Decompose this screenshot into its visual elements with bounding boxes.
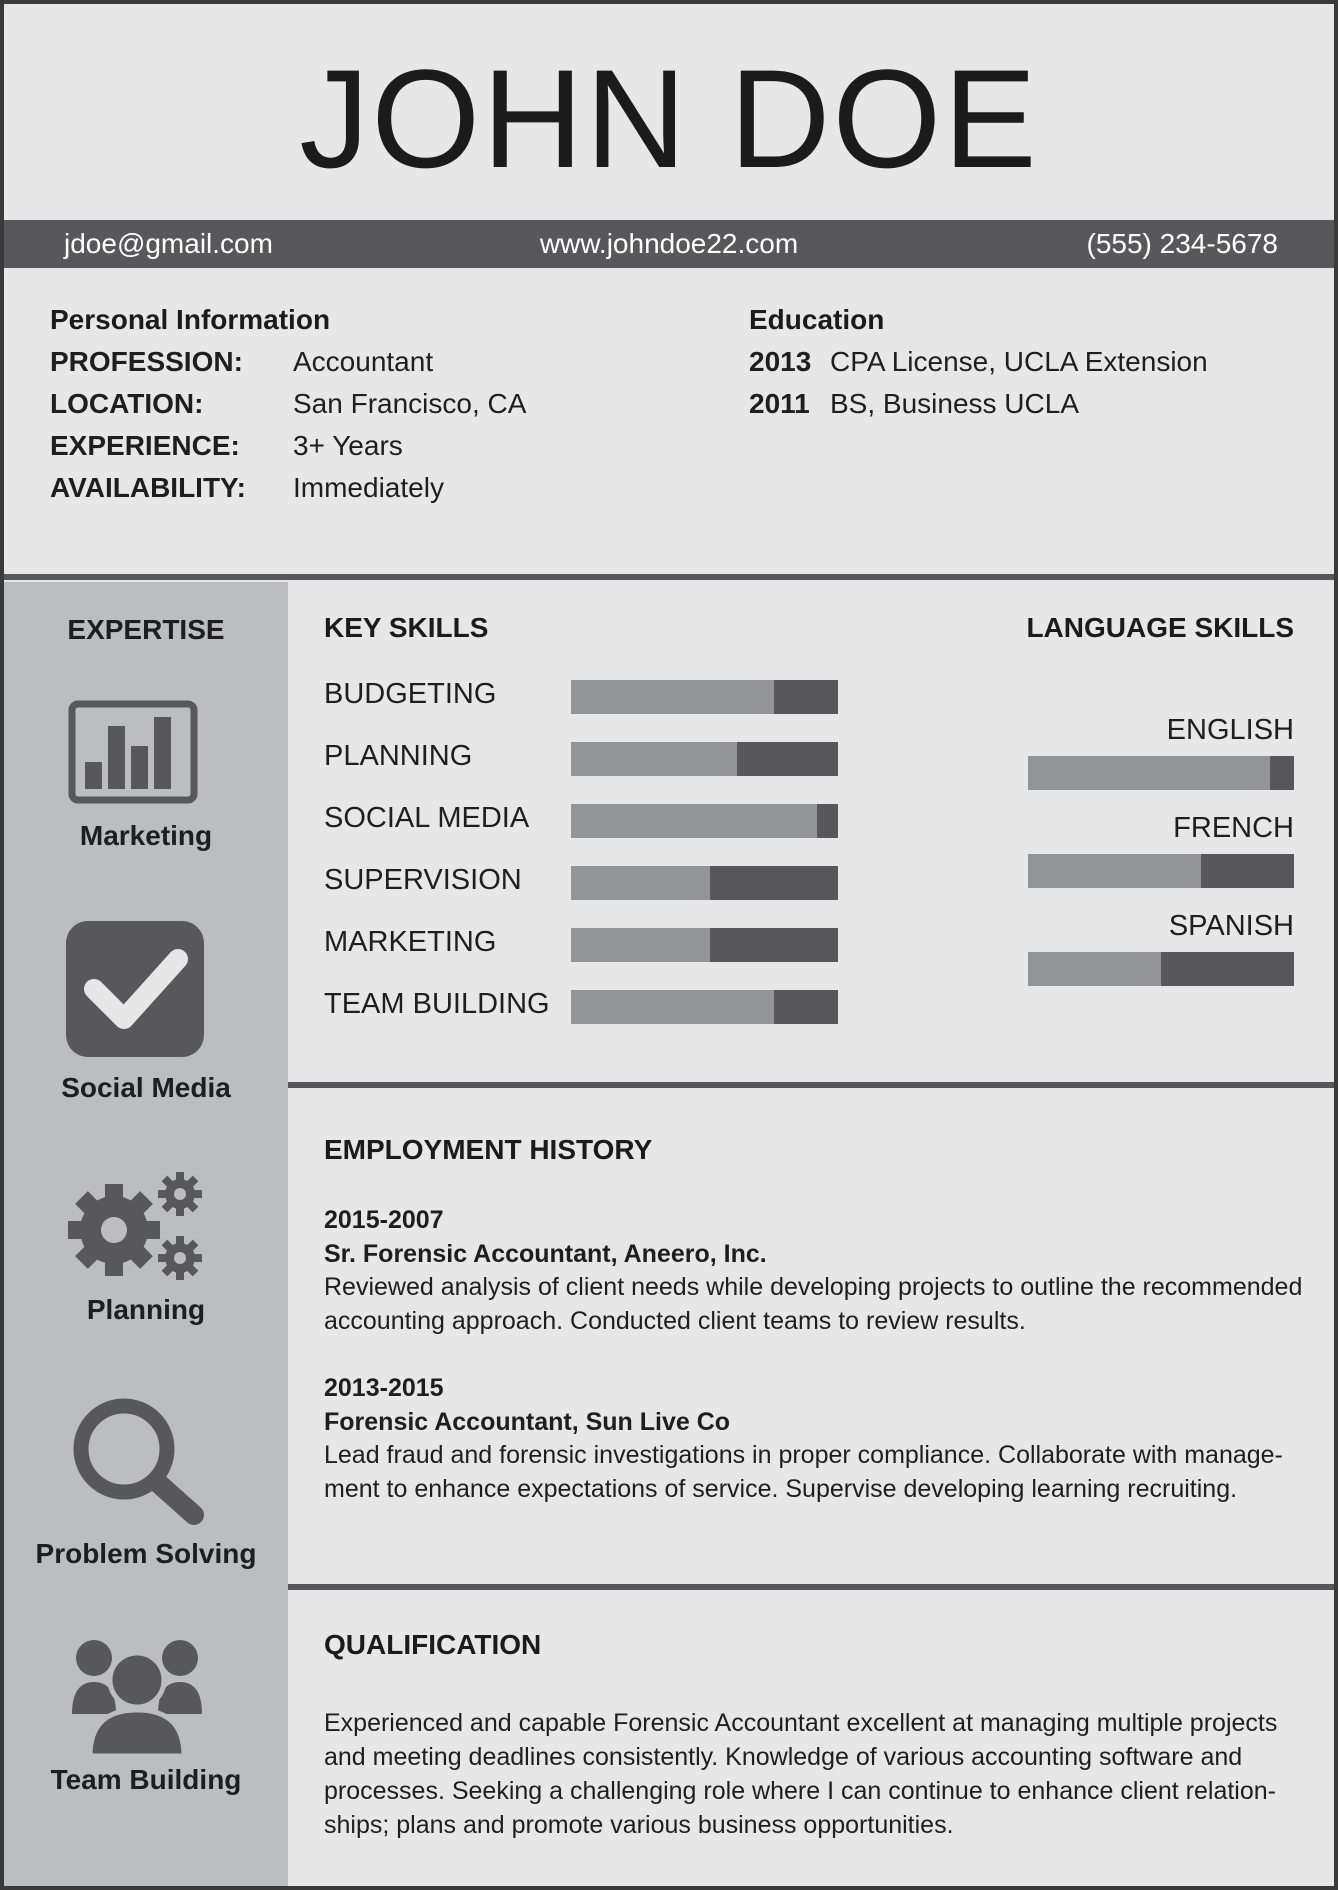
info-label: EXPERIENCE: (50, 430, 240, 461)
job-years: 2015-2007 (324, 1206, 444, 1234)
expertise-sidebar (4, 582, 288, 1886)
magnifier-icon (72, 1397, 206, 1525)
key-skill-label: PLANNING (324, 740, 473, 772)
key-skill-label: SOCIAL MEDIA (324, 802, 530, 834)
qualification-line: ships; plans and promote various business opportunities. (324, 1811, 954, 1839)
language-skill-label: FRENCH (1173, 812, 1294, 844)
language-skill-bar-fill (1028, 854, 1201, 888)
key-skill-bar (571, 804, 838, 838)
info-label: AVAILABILITY: (50, 472, 246, 503)
info-value: 3+ Years (293, 430, 403, 461)
section-divider (4, 574, 1334, 580)
contact-phone: (555) 234-5678 (1086, 228, 1278, 259)
expertise-item-label: Planning (86, 1294, 206, 1325)
key-skill-bar-fill (571, 804, 817, 838)
section-divider (288, 1082, 1334, 1088)
checkmark-icon (66, 921, 204, 1057)
info-label: PROFESSION: (50, 346, 243, 377)
employment-title: EMPLOYMENT HISTORY (324, 1134, 653, 1165)
job-title: Sr. Forensic Accountant, Aneero, Inc. (324, 1240, 767, 1268)
job-description-line: ment to enhance expectations of service. Supervise developing learning recruiting. (324, 1475, 1238, 1503)
education-title: Education (749, 304, 885, 335)
key-skill-bar-fill (571, 866, 710, 900)
contact-bar (4, 220, 1334, 268)
education-year: 2013 (749, 346, 812, 377)
education-entry: BS, Business UCLA (830, 388, 1079, 419)
qualification-line: processes. Seeking a challenging role where I can continue to enhance client relation- (324, 1777, 1276, 1805)
education-year: 2011 (749, 388, 810, 419)
key-skill-bar-fill (571, 742, 737, 776)
resume-page (4, 4, 1334, 1886)
personal-info-title: Personal Information (50, 304, 331, 335)
key-skill-label: BUDGETING (324, 678, 497, 710)
language-skill-bar (1028, 952, 1294, 986)
language-skill-bar-fill (1028, 952, 1161, 986)
key-skill-bar (571, 990, 838, 1024)
job-years: 2013-2015 (324, 1374, 444, 1402)
job-description (324, 1438, 1284, 1506)
info-value: San Francisco, CA (293, 388, 527, 419)
contact-email[interactable]: jdoe@gmail.com (64, 228, 273, 259)
qualification-line: Experienced and capable Forensic Accountant excellent at managing multiple projects (324, 1709, 1278, 1737)
qualification-line: and meeting deadlines consistently. Knowledge of various accounting software and (324, 1743, 1243, 1771)
key-skill-bar (571, 742, 838, 776)
info-label: LOCATION: (50, 388, 204, 419)
key-skill-bar-fill (571, 928, 710, 962)
info-value: Accountant (293, 346, 434, 377)
expertise-item-label: Social Media (61, 1072, 231, 1103)
job-title: Forensic Accountant, Sun Live Co (324, 1408, 731, 1436)
key-skill-bar (571, 866, 838, 900)
expertise-item-label: Marketing (79, 820, 213, 851)
key-skill-bar-fill (571, 990, 774, 1024)
key-skills-title: KEY SKILLS (324, 612, 489, 643)
qualification-text (324, 1706, 1284, 1842)
job-description-line: accounting approach. Conducted client teams to review results. (324, 1307, 1026, 1335)
key-skill-label: TEAM BUILDING (324, 988, 550, 1020)
language-skill-bar-fill (1028, 756, 1270, 790)
qualification-title: QUALIFICATION (324, 1629, 542, 1660)
gears-icon (64, 1170, 212, 1288)
job-description-line: Reviewed analysis of client needs while developing projects to outline the recommended (324, 1273, 1303, 1301)
key-skill-label: MARKETING (324, 926, 497, 958)
education-entry: CPA License, UCLA Extension (830, 346, 1208, 377)
bar-chart-icon (68, 700, 198, 804)
language-skills-title: LANGUAGE SKILLS (1026, 612, 1294, 643)
job-description (324, 1270, 1303, 1338)
key-skill-bar-fill (571, 680, 774, 714)
expertise-item-label: Team Building (50, 1764, 242, 1795)
expertise-item-label: Problem Solving (35, 1538, 257, 1569)
language-skill-label: SPANISH (1168, 910, 1294, 942)
info-value: Immediately (293, 472, 444, 503)
contact-website[interactable]: www.johndoe22.com (539, 228, 799, 259)
job-description-line: Lead fraud and forensic investigations in proper compliance. Collaborate with manage- (324, 1441, 1283, 1469)
key-skill-label: SUPERVISION (324, 864, 522, 896)
expertise-title: EXPERTISE (67, 614, 225, 645)
team-icon (70, 1636, 204, 1758)
language-skill-bar (1028, 854, 1294, 888)
key-skill-bar (571, 928, 838, 962)
language-skill-bar (1028, 756, 1294, 790)
section-divider (288, 1584, 1334, 1590)
key-skill-bar (571, 680, 838, 714)
language-skill-label: ENGLISH (1166, 714, 1294, 746)
candidate-name: JOHN DOE (299, 40, 1039, 197)
